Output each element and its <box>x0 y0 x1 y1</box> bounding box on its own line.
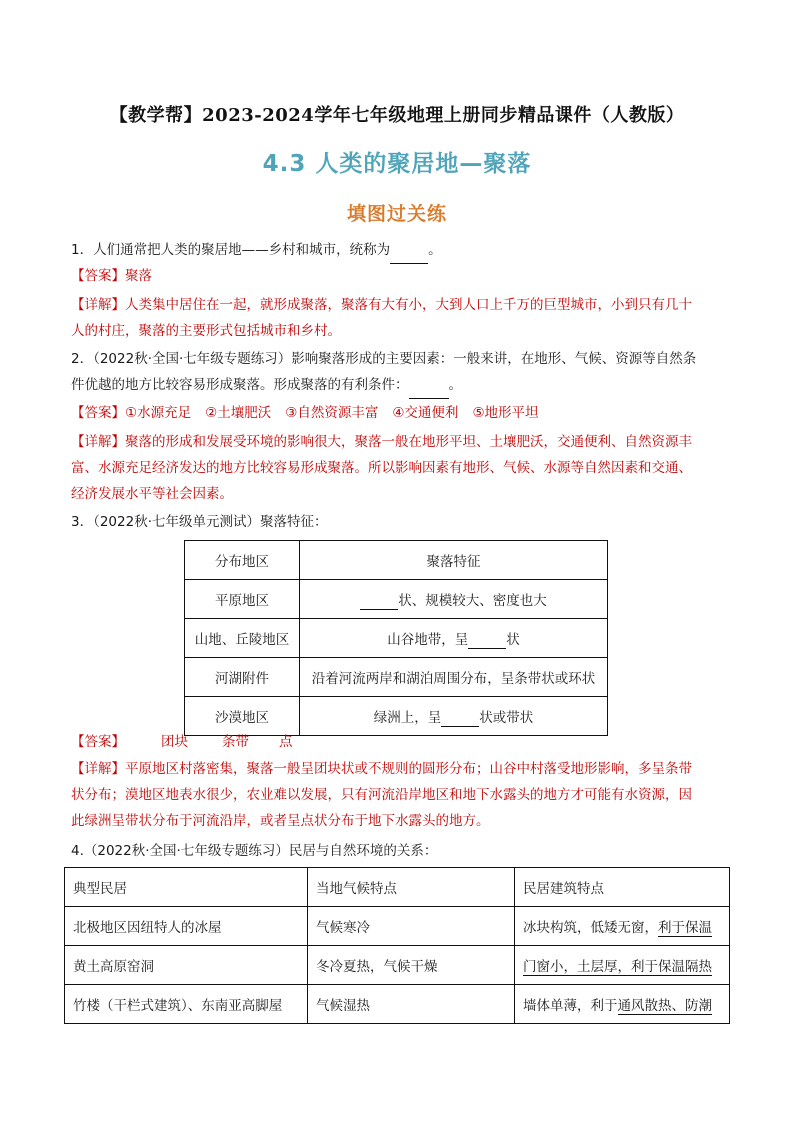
underlined-answer: 利于保温 <box>658 920 712 936</box>
detail-label: 【详解】 <box>71 761 125 777</box>
feature-cell: 沿着河流两岸和湖泊周围分布，呈条带状或环状 <box>300 658 608 697</box>
q3-detail <box>71 756 731 834</box>
q2-blank <box>409 372 449 399</box>
region-cell: 平原地区 <box>185 580 300 619</box>
q4-stem: 4.（2022秋·全国·七年级专题练习）民居与自然环境的关系： <box>71 843 438 859</box>
lesson-title: 4.3 人类的聚居地—聚落 <box>262 151 532 177</box>
table-header-cell: 民居建筑特点 <box>515 868 730 907</box>
q2-answer <box>71 400 731 426</box>
q2-detail-line: 聚落的形成和发展受环境的影响很大，聚落一般在地形平坦、土壤肥沃，交通便利、自然资源丰 <box>125 434 692 450</box>
q2-answer-item: ⑤地形平坦 <box>472 405 539 421</box>
underlined-answer: 通风散热、防潮 <box>617 998 712 1014</box>
region-cell: 河湖附件 <box>185 658 300 697</box>
document-header-title: 【教学帮】2023-2024学年七年级地理上册同步精品课件（人教版） <box>109 105 685 126</box>
feature-text: 冰块构筑，低矮无窗， <box>523 920 658 936</box>
q2-detail-line: 经济发展水平等社会因素。 <box>71 486 233 502</box>
feature-text: 状 <box>506 631 520 648</box>
building-feature-cell <box>515 985 730 1024</box>
dwelling-environment-table <box>64 867 730 1024</box>
detail-label: 【详解】 <box>71 434 125 450</box>
q2-answer-item: ④交通便利 <box>392 405 459 421</box>
table-row <box>185 619 608 658</box>
climate-cell: 气候寒冷 <box>308 907 515 946</box>
table-header-row <box>65 868 730 907</box>
q2-detail <box>71 429 731 507</box>
detail-label: 【详解】 <box>71 297 125 313</box>
table-header-cell: 典型民居 <box>65 868 308 907</box>
dwelling-cell: 竹楼（干栏式建筑）、东南亚高脚屋 <box>65 985 308 1024</box>
q3-detail-line: 此绿洲呈带状分布于河流沿岸，或者呈点状分布于地下水露头的地方。 <box>71 813 490 829</box>
region-cell: 山地、丘陵地区 <box>185 619 300 658</box>
answer-label: 【答案】 <box>71 405 125 421</box>
climate-cell: 冬冷夏热，气候干燥 <box>308 946 515 985</box>
feature-text: 状、规模较大、密度也大 <box>398 592 547 609</box>
table-header-cell: 当地气候特点 <box>308 868 515 907</box>
climate-cell: 气候湿热 <box>308 985 515 1024</box>
building-feature-cell <box>515 907 730 946</box>
q2-stem-end: 。 <box>448 377 462 393</box>
q2-detail-line: 富、水源充足经济发达的地方比较容易形成聚落。所以影响因素有地形、气候、水源等自然因素和交通、 <box>71 460 692 476</box>
q1-detail-line: 人类集中居住在一起，就形成聚落，聚落有大有小，大到人口上千万的巨型城市，小到只有几十 <box>125 297 692 313</box>
q2-answer-item: ①水源充足 <box>125 405 192 421</box>
q1-detail <box>71 292 731 344</box>
q2-stem-line: 件优越的地方比较容易形成聚落。形成聚落的有利条件： <box>71 377 409 393</box>
question-1 <box>71 237 731 264</box>
q2-stem-line: 2．（2022秋·全国·七年级专题练习）影响聚落形成的主要因素：一般来讲，在地形、气候、资源等自然条 <box>71 351 697 367</box>
table-row <box>65 946 730 985</box>
answer-label: 【答案】 <box>71 734 125 750</box>
q3-detail-line: 平原地区村落密集，聚落一般呈团块状或不规则的圆形分布；山谷中村落受地形影响，多呈条带 <box>125 761 692 777</box>
settlement-features-table <box>184 540 608 736</box>
dwelling-cell: 北极地区因纽特人的冰屋 <box>65 907 308 946</box>
dwelling-cell: 黄土高原窑洞 <box>65 946 308 985</box>
table-row <box>185 580 608 619</box>
feature-text: 墙体单薄，利于 <box>523 998 618 1014</box>
feature-text: 山谷地带，呈 <box>387 631 469 648</box>
q1-blank <box>390 237 428 264</box>
q3-answer-item: 条带 <box>222 734 249 750</box>
q1-answer-text: 聚落 <box>125 268 152 284</box>
feature-text: 状或带状 <box>479 709 534 726</box>
question-3 <box>71 509 731 535</box>
q3-answer-item: 点 <box>279 734 293 750</box>
q3-stem: 3．（2022秋·七年级单元测试）聚落特征： <box>71 514 328 530</box>
table-header-row <box>185 541 608 580</box>
fill-blank <box>360 593 398 610</box>
table-row <box>185 658 608 697</box>
feature-cell <box>300 619 608 658</box>
q1-stem-end: 。 <box>428 242 442 258</box>
building-feature-cell <box>515 946 730 985</box>
q3-detail-line: 状分布；漠地区地表水很少，农业难以发展，只有河流沿岸地区和地下水露头的地方才可能有水资源，因 <box>71 787 692 803</box>
fill-blank <box>468 632 506 649</box>
region-cell: 沙漠地区 <box>185 697 300 736</box>
feature-text: 绿洲上，呈 <box>373 709 442 726</box>
answer-label: 【答案】 <box>71 268 125 284</box>
underlined-answer: 门窗小，土层厚，利于保温隔热 <box>523 959 712 975</box>
table-header-cell: 分布地区 <box>185 541 300 580</box>
q2-answer-item: ③自然资源丰富 <box>285 405 379 421</box>
table-row <box>65 907 730 946</box>
q1-stem: 1．人们通常把人类的聚居地——乡村和城市，统称为 <box>71 242 391 258</box>
feature-cell <box>300 580 608 619</box>
q1-detail-line: 人的村庄，聚落的主要形式包括城市和乡村。 <box>71 323 341 339</box>
q3-answer <box>71 729 731 755</box>
question-4 <box>71 838 731 864</box>
table-row <box>65 985 730 1024</box>
fill-blank <box>441 710 479 727</box>
q1-answer <box>71 263 731 289</box>
section-title: 填图过关练 <box>346 203 447 225</box>
q2-answer-item: ②土壤肥沃 <box>205 405 272 421</box>
table-header-cell: 聚落特征 <box>300 541 608 580</box>
question-2 <box>71 346 731 399</box>
q3-answer-item: 团块 <box>161 734 188 750</box>
